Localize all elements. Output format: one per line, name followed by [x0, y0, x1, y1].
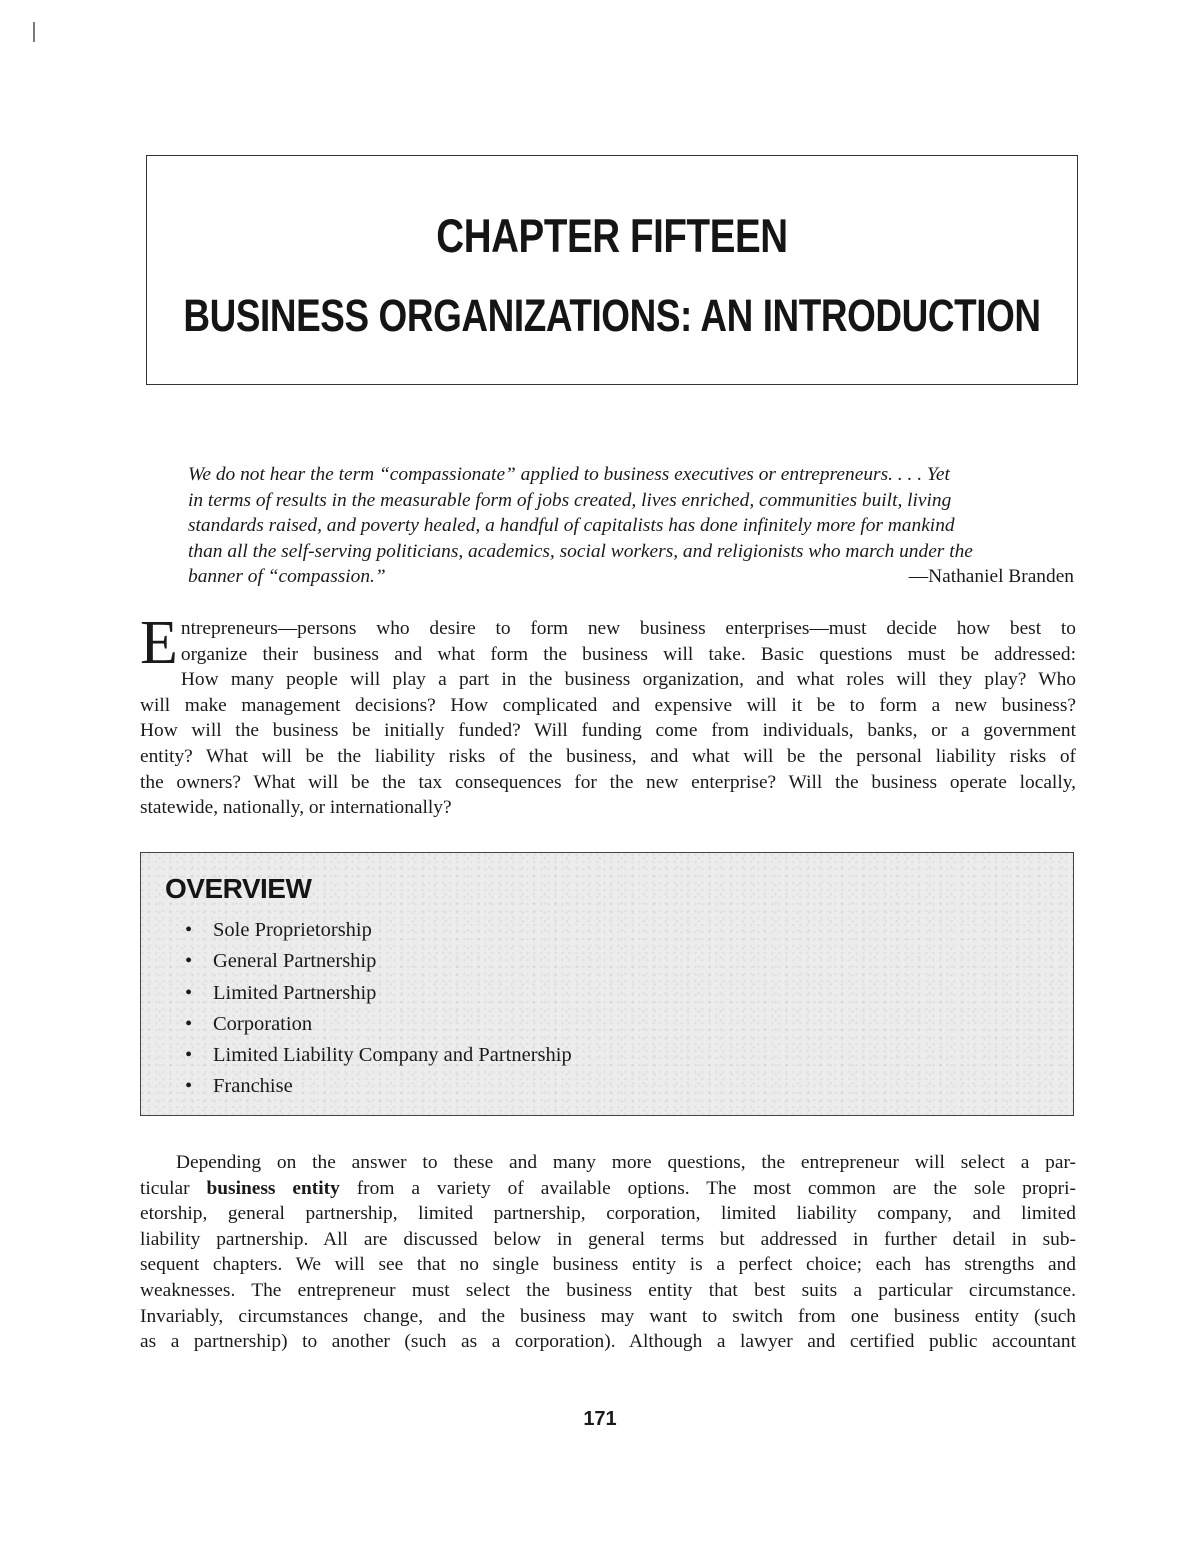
bullet-icon: • [185, 981, 193, 1004]
bullet-icon: • [185, 1012, 193, 1035]
intro-line: the owners? What will be the tax consequences for the new enterprise? Will the business operate locally, [140, 771, 1076, 793]
body-line: etorship, general partnership, limited partnership, corporation, limited liability company, and limited [140, 1203, 1076, 1225]
drop-cap-letter: E [140, 609, 178, 677]
body-line: weaknesses. The entrepreneur must select the business entity that best suits a particular circumstance. [140, 1279, 1076, 1301]
intro-line: entity? What will be the liability risks of the business, and what will be the personal liability risks of [140, 745, 1076, 767]
scan-edge-mark [33, 22, 35, 42]
intro-line: How will the business be initially funded? Will funding come from individuals, banks, or a government [140, 720, 1076, 742]
epigraph-line: We do not hear the term “compassionate” applied to business executives or entrepreneurs. . . . Yet [188, 464, 950, 485]
intro-line: ntrepreneurs—persons who desire to form new business enterprises—must decide how best to [180, 618, 1076, 639]
bullet-icon: • [185, 950, 193, 973]
body-line: Depending on the answer to these and many more questions, the entrepreneur will select a par- [176, 1152, 1076, 1173]
epigraph-line: than all the self-serving politicians, academics, social workers, and religionists who march under the [188, 540, 973, 562]
body-text-run: from a variety of available options. The most common are the sole propri- [339, 1177, 1076, 1199]
overview-item [185, 1071, 572, 1102]
body-line [140, 1176, 1076, 1202]
body-paragraph [140, 1150, 1076, 1355]
intro-line: How many people will play a part in the business organization, and what roles will they play? Who [180, 669, 1076, 691]
key-term: business entity [206, 1177, 340, 1199]
overview-item [185, 946, 572, 977]
overview-item-label: Corporation [213, 1012, 313, 1035]
overview-item [185, 978, 572, 1009]
epigraph-quote [188, 462, 1076, 590]
bullet-icon: • [185, 1044, 193, 1067]
overview-list [185, 915, 572, 1103]
intro-line: will make management decisions? How complicated and expensive will it be to form a new business? [140, 694, 1076, 716]
overview-item [185, 1009, 572, 1040]
page-number: 171 [583, 1408, 617, 1430]
overview-heading: OVERVIEW [165, 873, 312, 904]
body-line: as a partnership) to another (such as a corporation). Although a lawyer and certified public accountant [140, 1331, 1076, 1353]
intro-paragraph [140, 609, 1076, 821]
chapter-number: CHAPTER FIFTEEN [436, 209, 788, 262]
body-text-run: ticular [140, 1177, 207, 1199]
overview-item-label: Franchise [213, 1075, 293, 1098]
overview-item-label: Sole Proprietorship [213, 919, 372, 941]
epigraph-attribution: —Nathaniel Branden [908, 566, 1074, 588]
intro-line: statewide, nationally, or internationally? [140, 797, 452, 819]
overview-item [185, 915, 572, 946]
epigraph-line: banner of “compassion.” [188, 566, 386, 588]
bullet-icon: • [185, 919, 193, 941]
overview-item [185, 1040, 572, 1071]
overview-item-label: General Partnership [213, 950, 377, 973]
overview-box [140, 852, 1074, 1116]
chapter-title: BUSINESS ORGANIZATIONS: AN INTRODUCTION [183, 290, 1041, 341]
body-line: sequent chapters. We will see that no single business entity is a perfect choice; each has strengths and [140, 1254, 1076, 1276]
epigraph-line: standards raised, and poverty healed, a handful of capitalists has done infinitely more for mankind [188, 515, 955, 537]
overview-item-label: Limited Partnership [213, 981, 377, 1004]
epigraph-line: in terms of results in the measurable form of jobs created, lives enriched, communities built, living [188, 489, 952, 511]
overview-item-label: Limited Liability Company and Partnership [213, 1044, 572, 1067]
body-line: liability partnership. All are discussed below in general terms but addressed in further detail in sub- [140, 1228, 1076, 1250]
chapter-header-box [146, 155, 1078, 385]
intro-line: organize their business and what form the business will take. Basic questions must be addressed: [180, 643, 1076, 665]
body-line: Invariably, circumstances change, and the business may want to switch from one business entity (such [140, 1305, 1076, 1327]
bullet-icon: • [185, 1075, 193, 1098]
